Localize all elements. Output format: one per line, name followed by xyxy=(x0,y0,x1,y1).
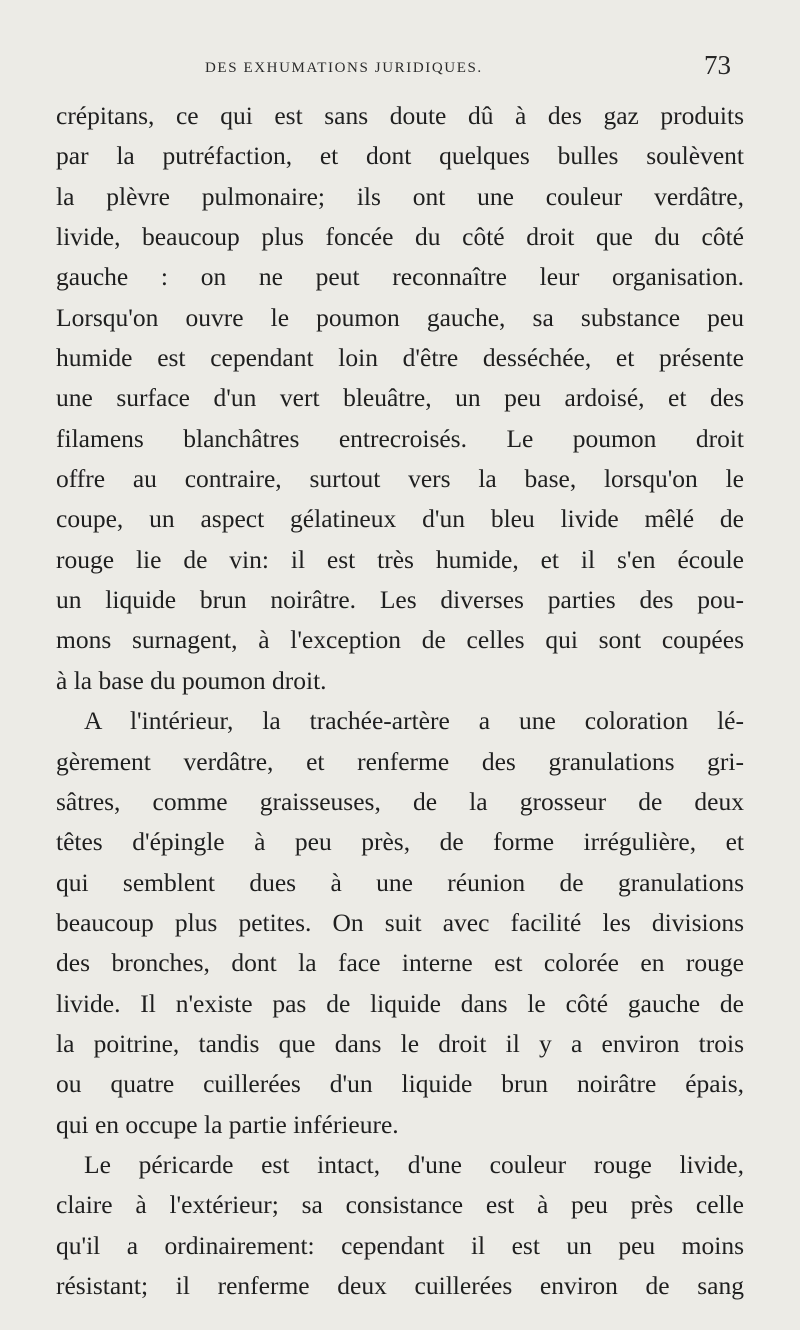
text-line: gauche : on ne peut reconnaître leur organisation. xyxy=(56,262,744,292)
text-line: à la base du poumon droit. xyxy=(56,665,327,695)
text-line: résistant; il renferme deux cuillerées environ de sang xyxy=(56,1270,744,1300)
text-line: livide, beaucoup plus foncée du côté droit que du côté xyxy=(56,222,744,252)
text-line: des bronches, dont la face interne est colorée en rouge xyxy=(56,948,744,978)
text-line: beaucoup plus petites. On suit avec facilité les divisions xyxy=(56,907,744,937)
text-line: une surface d'un vert bleuâtre, un peu ardoisé, et des xyxy=(56,383,744,413)
text-line: têtes d'épingle à peu près, de forme irrégulière, et xyxy=(56,827,744,857)
text-line: un liquide brun noirâtre. Les diverses parties des pou- xyxy=(56,585,744,615)
text-line: mons surnagent, à l'exception de celles qui sont coupées xyxy=(56,625,744,655)
text-line: la plèvre pulmonaire; ils ont une couleur verdâtre, xyxy=(56,181,744,211)
body-text xyxy=(56,96,744,1306)
page-header xyxy=(0,52,800,82)
text-line: filamens blanchâtres entrecroisés. Le poumon droit xyxy=(56,423,744,453)
text-line: livide. Il n'existe pas de liquide dans le côté gauche de xyxy=(56,988,744,1018)
text-line: la poitrine, tandis que dans le droit il y a environ trois xyxy=(56,1028,744,1058)
text-line: A l'intérieur, la trachée-artère a une coloration lé- xyxy=(84,706,744,736)
page-number: 73 xyxy=(704,50,731,80)
text-line: coupe, un aspect gélatineux d'un bleu livide mêlé de xyxy=(56,504,744,534)
text-line: par la putréfaction, et dont quelques bulles soulèvent xyxy=(56,141,744,171)
text-line: qui en occupe la partie inférieure. xyxy=(56,1109,399,1139)
text-line: rouge lie de vin: il est très humide, et il s'en écoule xyxy=(56,544,744,574)
text-line: Le péricarde est intact, d'une couleur rouge livide, xyxy=(84,1149,744,1179)
text-line: humide est cependant loin d'être desséchée, et présente xyxy=(56,343,744,373)
text-line: crépitans, ce qui est sans doute dû à des gaz produits xyxy=(56,101,744,130)
text-line: offre au contraire, surtout vers la base, lorsqu'on le xyxy=(56,464,744,494)
text-line: sâtres, comme graisseuses, de la grosseur de deux xyxy=(56,786,744,816)
text-line: Lorsqu'on ouvre le poumon gauche, sa substance peu xyxy=(56,302,744,332)
running-title: DES EXHUMATIONS JURIDIQUES. xyxy=(205,60,483,76)
text-line: qu'il a ordinairement: cependant il est un peu moins xyxy=(56,1230,744,1260)
text-line: qui semblent dues à une réunion de granulations xyxy=(56,867,744,897)
text-line: ou quatre cuillerées d'un liquide brun noirâtre épais, xyxy=(56,1069,744,1099)
text-line: claire à l'extérieur; sa consistance est à peu près celle xyxy=(56,1190,744,1220)
text-line: gèrement verdâtre, et renferme des granulations gri- xyxy=(56,746,744,776)
